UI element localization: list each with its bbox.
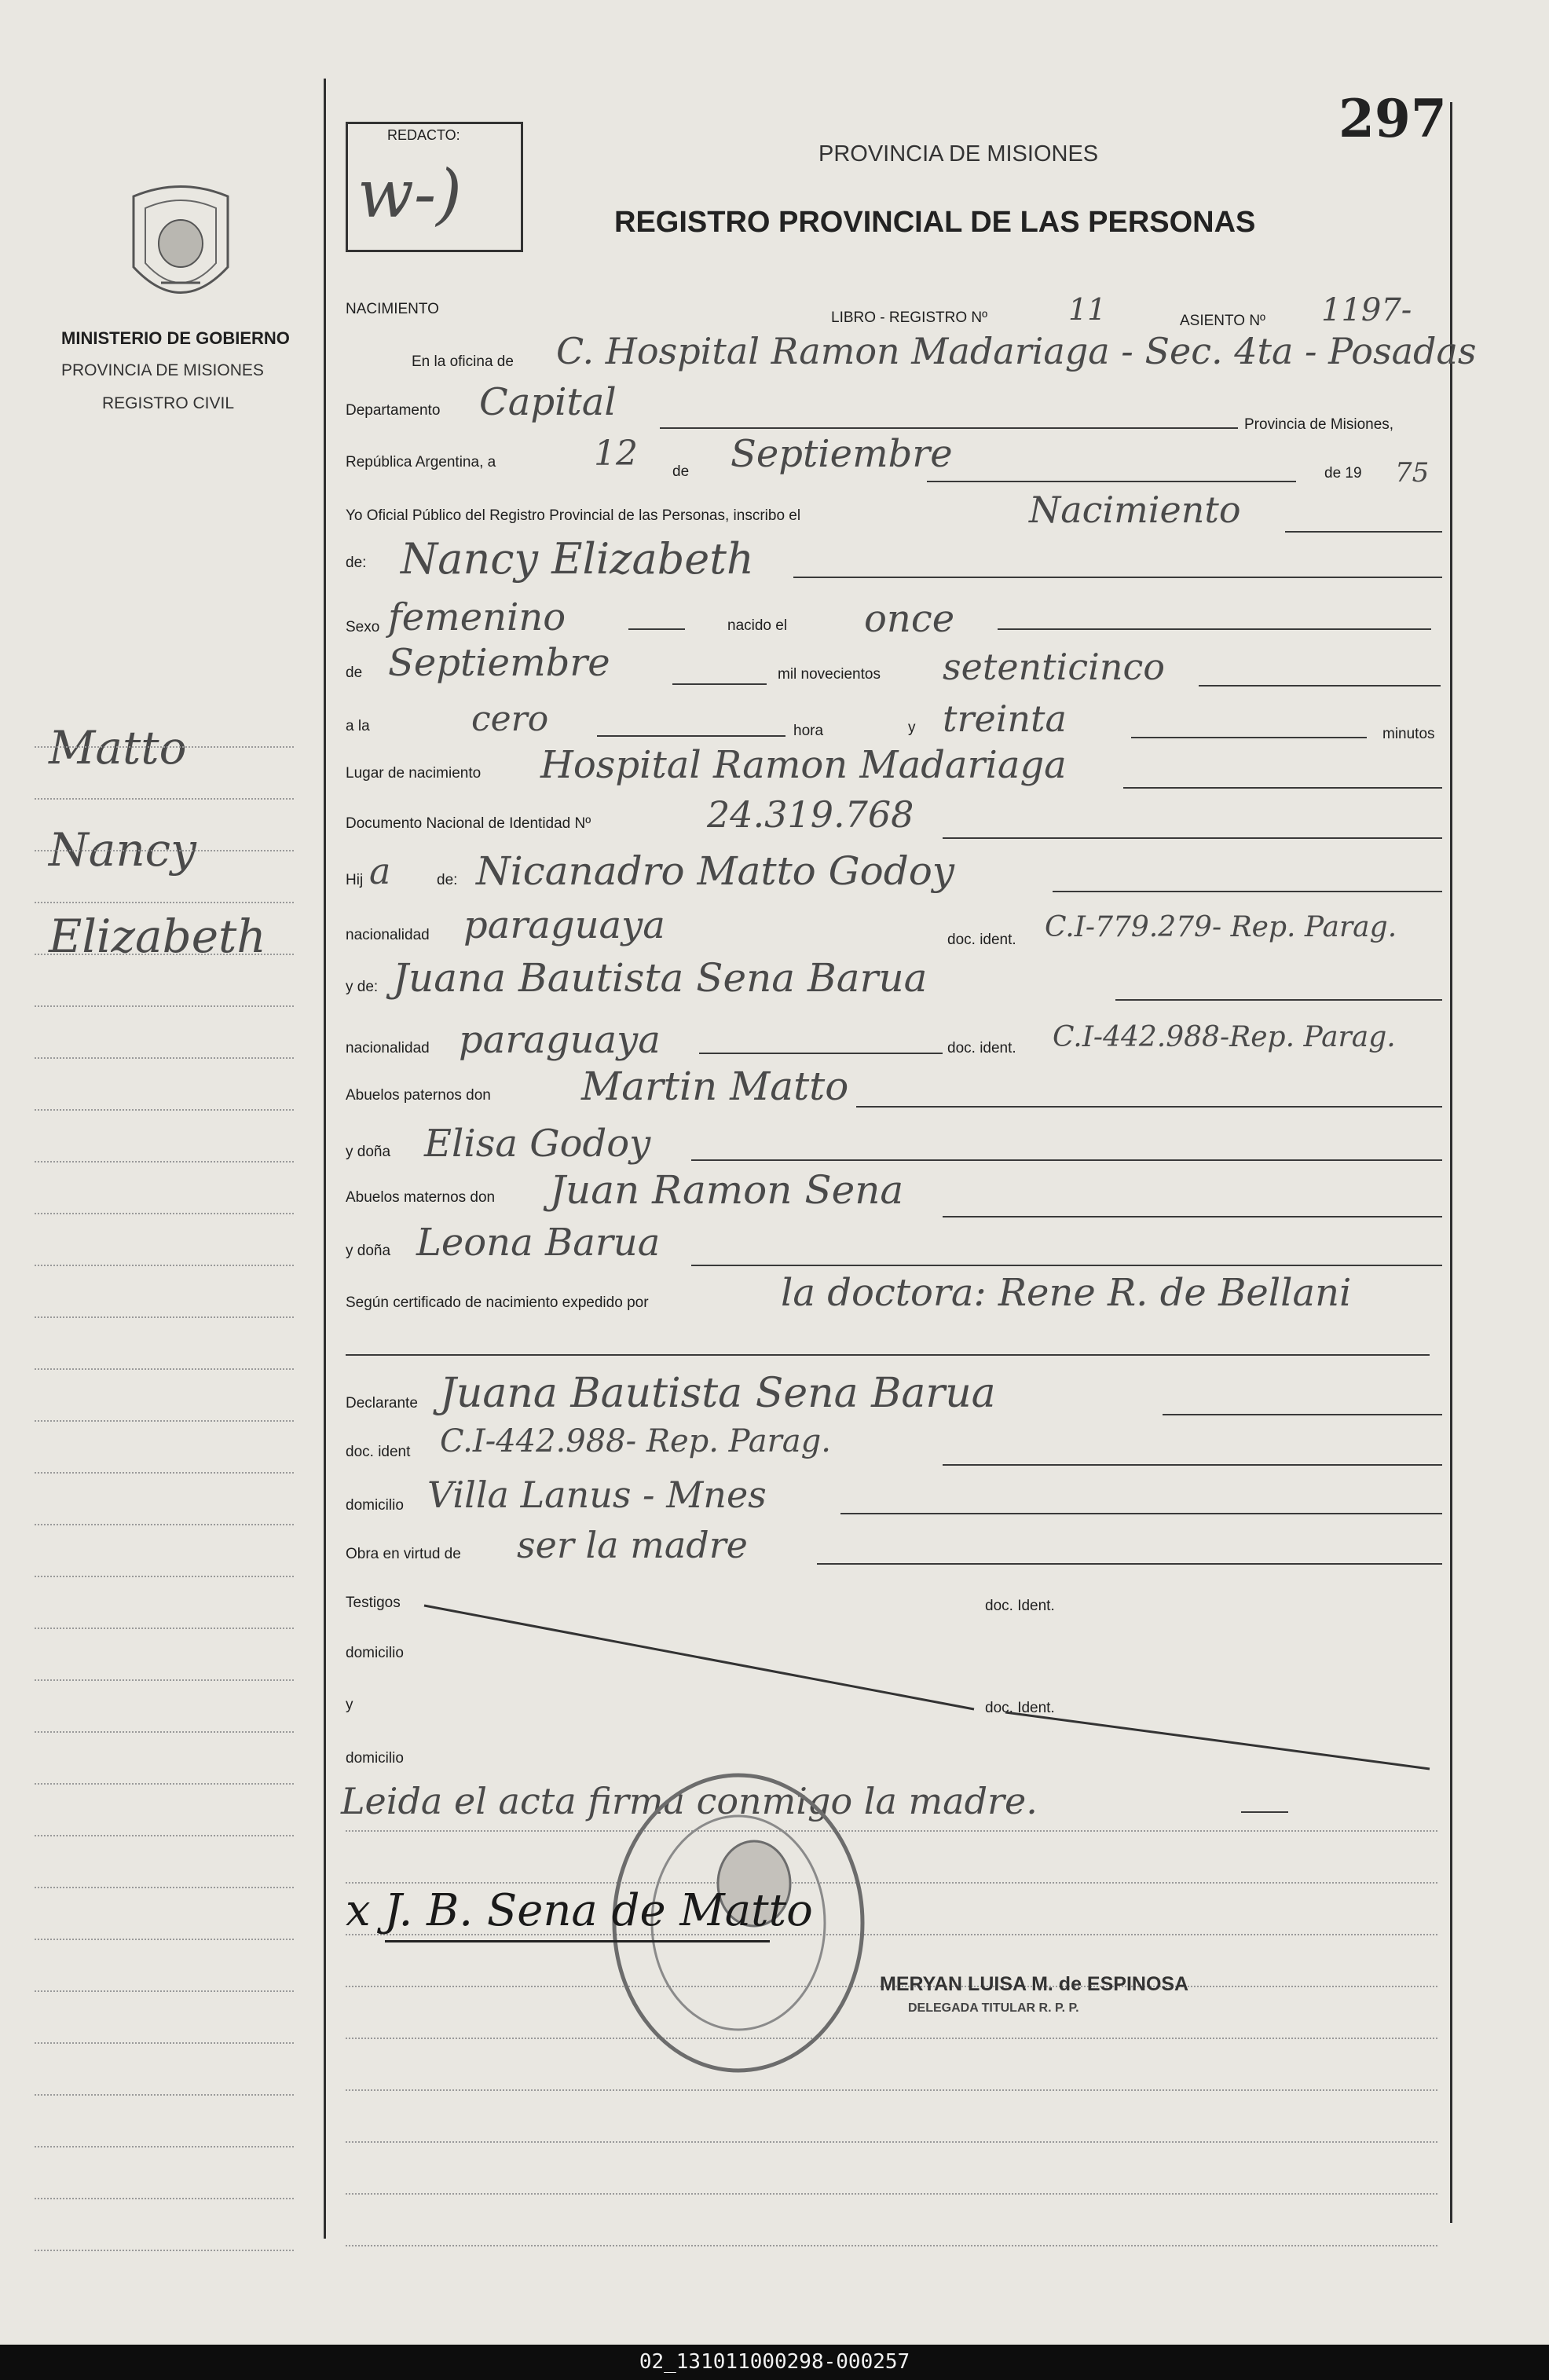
left-rule-line: [35, 1628, 294, 1629]
anio-value: 75: [1395, 457, 1430, 489]
abuela-m-value: Leona Barua: [416, 1221, 661, 1265]
official-name: MERYAN LUISA M. de ESPINOSA: [880, 1973, 1189, 1995]
left-rule-line: [35, 1057, 294, 1059]
margin-note-line3: Elizabeth: [49, 910, 266, 963]
documento-value: 24.319.768: [707, 793, 914, 836]
left-rule-line: [35, 1524, 294, 1525]
left-rule-line: [35, 1420, 294, 1422]
nacido-label: nacido el: [727, 617, 788, 634]
doc-ident3-label: doc. Ident.: [985, 1598, 1055, 1614]
left-rule-line: [35, 2146, 294, 2147]
left-rule-line: [35, 1316, 294, 1318]
left-rule-line: [35, 1005, 294, 1007]
obra-value: ser la madre: [517, 1524, 748, 1566]
departamento-label: Departamento: [346, 402, 441, 419]
declarante-value: Juana Bautista Sena Barua: [440, 1370, 996, 1417]
mil-value: setenticinco: [943, 646, 1165, 688]
ydona-label: y doña: [346, 1144, 391, 1160]
nacionalidad2-label: nacionalidad: [346, 1040, 430, 1056]
ministry-title: MINISTERIO DE GOBIERNO: [61, 328, 290, 348]
nacionalidad-label: nacionalidad: [346, 927, 430, 943]
mes2-value: Septiembre: [388, 641, 610, 685]
left-rule-line: [35, 1731, 294, 1733]
strike-lines: [408, 1595, 1445, 1783]
doc-padre-value: C.I-779.279- Rep. Parag.: [1045, 911, 1397, 943]
left-rule-line: [35, 1576, 294, 1577]
oficina-label: En la oficina de: [412, 353, 514, 370]
domicilio3-label: domicilio: [346, 1750, 404, 1767]
form-rule-line: [346, 2193, 1437, 2195]
docid-label: doc. ident: [346, 1444, 411, 1460]
nacido-value: once: [864, 597, 955, 641]
form-rule-line: [346, 2038, 1437, 2039]
sexo-label: Sexo: [346, 619, 380, 635]
asiento-value: 1197-: [1321, 292, 1412, 328]
margin-note-line1: Matto: [49, 721, 187, 774]
y-label: y: [908, 719, 916, 736]
file-caption: 02_131011000298-000257: [0, 2345, 1549, 2380]
domicilio-label: domicilio: [346, 1497, 404, 1514]
left-rule-line: [35, 1109, 294, 1111]
domicilio2-label: domicilio: [346, 1645, 404, 1661]
anio-label: de 19: [1324, 465, 1362, 481]
doc-madre-value: C.I-442.988-Rep. Parag.: [1053, 1021, 1396, 1053]
right-border: [1450, 102, 1452, 2223]
left-rule-line: [35, 1161, 294, 1163]
form-rule-line: [346, 2141, 1437, 2143]
civil-registry-label: REGISTRO CIVIL: [102, 394, 235, 412]
padre-value: Nicanadro Matto Godoy: [476, 848, 955, 894]
province-title: PROVINCIA DE MISIONES: [818, 141, 1099, 167]
hijo-label: Hij: [346, 872, 364, 888]
official-title: DELEGADA TITULAR R. P. P.: [908, 2001, 1079, 2015]
page-number: 297: [1338, 88, 1447, 149]
redacto-mark: w-): [357, 156, 463, 233]
left-rule-line: [35, 1783, 294, 1785]
left-rule-line: [35, 1679, 294, 1681]
domicilio-value: Villa Lanus - Mnes: [427, 1474, 767, 1516]
redacto-box: [346, 122, 523, 252]
ala-label: a la: [346, 718, 370, 734]
oficina-value: C. Hospital Ramon Madariaga - Sec. 4ta - Posadas: [556, 330, 1477, 372]
left-rule-line: [35, 1265, 294, 1266]
nombre-value: Nancy Elizabeth: [401, 534, 754, 584]
abuelos-m-label: Abuelos maternos don: [346, 1189, 496, 1206]
left-rule-line: [35, 1213, 294, 1214]
asiento-label: ASIENTO Nº: [1180, 313, 1265, 329]
mil-label: mil novecientos: [778, 666, 881, 683]
left-rule-line: [35, 1939, 294, 1940]
y2-label: y: [346, 1697, 353, 1713]
sexo-value: femenino: [388, 595, 566, 639]
min-value: treinta: [943, 698, 1067, 740]
mes-value: Septiembre: [731, 432, 953, 476]
doc-ident-label: doc. ident.: [947, 932, 1016, 948]
hijo-de-label: de:: [437, 872, 458, 888]
left-rule-line: [35, 954, 294, 955]
dia-value: 12: [594, 434, 638, 474]
abuela-p-value: Elisa Godoy: [424, 1122, 651, 1166]
left-rule-line: [35, 1990, 294, 1992]
madre-value: Juana Bautista Sena Barua: [393, 955, 928, 1001]
hora-label: hora: [793, 723, 824, 739]
left-rule-line: [35, 1368, 294, 1370]
docid-value: C.I-442.988- Rep. Parag.: [440, 1423, 831, 1459]
form-rule-line: [346, 1830, 1437, 1832]
de-label: de: [672, 463, 690, 480]
signature: x J. B. Sena de Matto: [346, 1885, 813, 1936]
registry-title: REGISTRO PROVINCIAL DE LAS PERSONAS: [614, 206, 1256, 239]
doc-ident4-label: doc. Ident.: [985, 1700, 1055, 1716]
margin-note-line2: Nancy: [49, 823, 196, 877]
left-rule-line: [35, 902, 294, 903]
form-rule-line: [346, 2089, 1437, 2091]
left-rule-line: [35, 2042, 294, 2044]
left-rule-line: [35, 798, 294, 800]
provincia-label: Provincia de Misiones,: [1244, 416, 1394, 433]
leida-value: Leida el acta firma conmigo la madre.: [341, 1780, 1038, 1822]
libro-value: 11: [1068, 292, 1107, 327]
abuelos-p-label: Abuelos paternos don: [346, 1087, 491, 1104]
left-rule-line: [35, 2250, 294, 2251]
libro-label: LIBRO - REGISTRO Nº: [831, 309, 988, 326]
departamento-value: Capital: [479, 380, 617, 424]
left-rule-line: [35, 1472, 294, 1474]
testigos-label: Testigos: [346, 1595, 401, 1611]
de2-label: de:: [346, 555, 367, 571]
de3-label: de: [346, 665, 363, 681]
certificado-label: Según certificado de nacimiento expedido por: [346, 1294, 649, 1311]
hora-value: cero: [471, 699, 549, 739]
oficial-label: Yo Oficial Público del Registro Provincial de las Personas, inscribo el: [346, 507, 801, 524]
left-rule-line: [35, 850, 294, 851]
redacto-label: REDACTO:: [387, 127, 460, 143]
nac-madre-value: paraguaya: [459, 1018, 661, 1062]
form-rule-line: [346, 1882, 1437, 1884]
abuelo-p-value: Martin Matto: [581, 1064, 849, 1109]
left-rule-line: [35, 2094, 294, 2096]
nac-padre-value: paraguaya: [463, 903, 665, 947]
declarante-label: Declarante: [346, 1395, 418, 1412]
left-rule-line: [35, 1887, 294, 1888]
documento-label: Documento Nacional de Identidad Nº: [346, 815, 591, 832]
nacimiento-label: NACIMIENTO: [346, 301, 439, 317]
left-rule-line: [35, 2198, 294, 2199]
oficial-value: Nacimiento: [1029, 489, 1241, 531]
coat-of-arms-icon: [118, 181, 244, 314]
form-rule-line: [346, 2245, 1437, 2246]
lugar-value: Hospital Ramon Madariaga: [540, 743, 1067, 787]
doc-ident2-label: doc. ident.: [947, 1040, 1016, 1056]
republica-label: República Argentina, a: [346, 454, 496, 471]
minutos-label: minutos: [1382, 726, 1435, 742]
left-rule-line: [35, 746, 294, 748]
hijo-suffix: a: [369, 850, 391, 892]
obra-label: Obra en virtud de: [346, 1546, 461, 1562]
column-divider: [324, 79, 326, 2239]
yde-label: y de:: [346, 979, 379, 995]
certificado-value: la doctora: Rene R. de Bellani: [781, 1271, 1352, 1315]
ydona2-label: y doña: [346, 1243, 391, 1259]
lugar-label: Lugar de nacimiento: [346, 765, 482, 782]
abuelo-m-value: Juan Ramon Sena: [550, 1167, 904, 1213]
province-label: PROVINCIA DE MISIONES: [61, 361, 264, 379]
left-rule-line: [35, 1835, 294, 1836]
